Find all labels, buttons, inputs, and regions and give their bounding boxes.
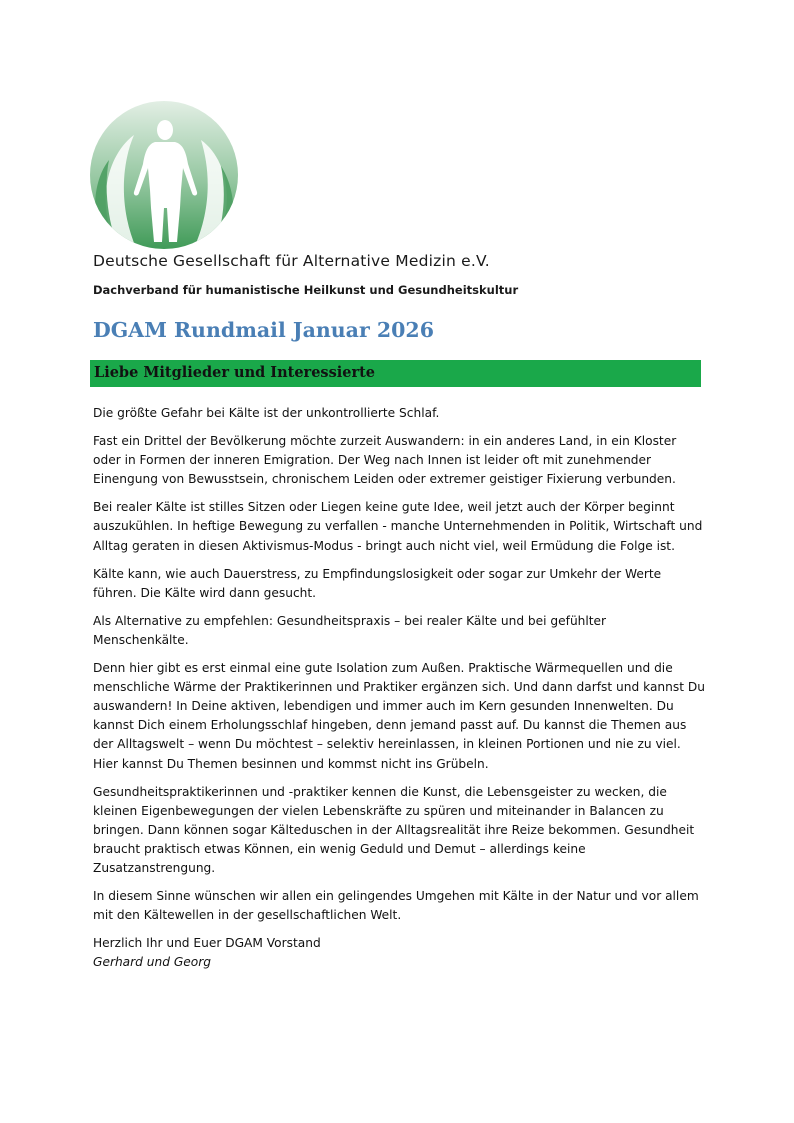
dgam-logo-icon	[89, 100, 239, 250]
closing-greeting: Herzlich Ihr und Euer DGAM Vorstand	[93, 936, 321, 951]
letter-body	[93, 404, 705, 972]
section-heading: Liebe Mitglieder und Interessierte	[94, 364, 376, 381]
paragraph: Denn hier gibt es erst einmal eine gute Isolation zum Außen. Praktische Wärmequellen und die menschliche Wärme der Praktikerinnen und Praktiker ergänzen sich. Und dann darfst und kannst Du auswandern! In Deine aktiven, lebendigen und immer auch im Kern gesunden Innenwelten. Du kannst Dich einem Erholungsschlaf hingeben, denn jemand passt auf. Du kannst die Themen aus der Alltagswelt – wenn Du möchtest – selektiv hereinlassen, in kleinen Portionen und nie zu viel. Hier kannst Du Themen besinnen und kommst nicht ins Grübeln.	[93, 661, 705, 771]
document-title: DGAM Rundmail Januar 2026	[93, 318, 434, 342]
paragraph: Die größte Gefahr bei Kälte ist der unkontrollierte Schlaf.	[93, 406, 440, 420]
paragraph: Bei realer Kälte ist stilles Sitzen oder Liegen keine gute Idee, weil jetzt auch der Körper beginnt auszukühlen. In heftige Bewegung zu verfallen - manche Unternehmenden in Politik, Wirtschaft und Alltag geraten in diesen Aktivismus-Modus - bringt auch nicht viel, weil Ermüdung die Folge ist.	[93, 500, 703, 553]
section-heading-bar	[90, 360, 701, 387]
organization-name: Deutsche Gesellschaft für Alternative Medizin e.V.	[93, 252, 490, 270]
paragraph: In diesem Sinne wünschen wir allen ein gelingendes Umgehen mit Kälte in der Natur und vor allem mit den Kältewellen in der gesellschaftlichen Welt.	[93, 889, 699, 923]
paragraph: Fast ein Drittel der Bevölkerung möchte zurzeit Auswandern: in ein anderes Land, in ein Kloster oder in Formen der inneren Emigration. Der Weg nach Innen ist leider oft mit zunehmender Einengung von Bewusstsein, chronischem Leiden oder extremer geistiger Fixierung verbunden.	[93, 434, 677, 487]
organization-subtitle: Dachverband für humanistische Heilkunst und Gesundheitskultur	[93, 283, 519, 297]
paragraph: Als Alternative zu empfehlen: Gesundheitspraxis – bei realer Kälte und bei gefühlter Menschenkälte.	[93, 613, 607, 647]
signature-names: Gerhard und Georg	[93, 955, 211, 970]
paragraph: Kälte kann, wie auch Dauerstress, zu Empfindungslosigkeit oder sogar zur Umkehr der Werte führen. Die Kälte wird dann gesucht.	[93, 566, 662, 600]
paragraph: Gesundheitspraktikerinnen und -praktiker kennen die Kunst, die Lebensgeister zu wecken, die kleinen Eigenbewegungen der vielen Lebenskräfte zu spüren und miteinander in Balancen zu bringen. Dann können sogar Kälteduschen in der Alltagsrealität ihre Reize bekommen. Gesundheit braucht praktisch etwas Können, ein wenig Geduld und Demut – allerdings keine Zusatzanstrengung.	[93, 784, 695, 875]
